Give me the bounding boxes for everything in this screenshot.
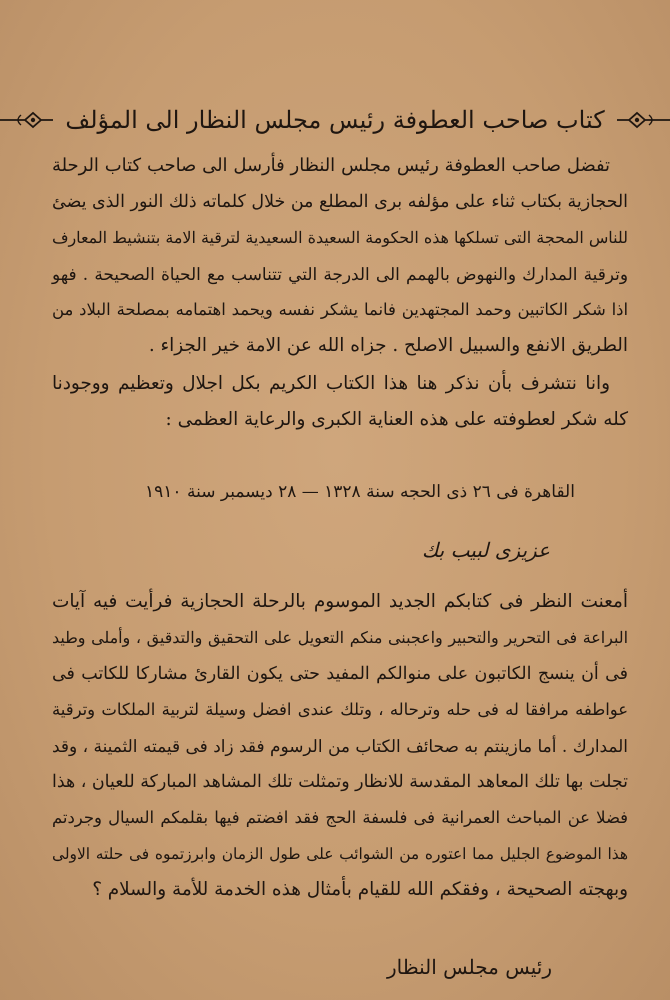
paragraph-line: المدارك . أما مازينتم به صحائف الكتاب من الرسوم فقد زاد فى قيمته الثمينة ، وقد (52, 736, 628, 756)
paragraph-line: هذا الموضوع الجليل مما اعتوره من الشوائب على طول الزمان وابرزتموه فى حلته الاولى (52, 845, 628, 863)
paragraph-line: اذا شكر الكاتبين وحمد المجتهدين فانما يشكر نفسه ويحمد اهتمامه بمصلحة البلاد من (52, 300, 628, 319)
paragraph-line: عواطفه مرافقا له فى حله وترحاله ، وتلك عندى افضل وسيلة لتربية الملكات وترقية (52, 700, 628, 719)
paragraph-line: للناس المحجة التى تسلكها هذه الحكومة السعيدة السعيدية لترقية الامة بتنشيط المعارف (52, 228, 628, 247)
letter-salutation: عزيزى لبيب بك (421, 538, 550, 562)
paragraph-line: البراعة فى التحرير والتحبير واعجبنى منكم التعويل على التحقيق والتدقيق ، وأملى وطيد (52, 628, 628, 647)
paragraph-line: أمعنت النظر فى كتابكم الجديد الموسوم بالرحلة الحجازية فرأيت فيه آيات (52, 591, 628, 612)
paragraph-line: فضلا عن المباحث العمرانية فى فلسفة الحج فقد افضتم فيها بقلمكم السيال وجردتم (52, 808, 628, 827)
letter-dateline: القاهرة فى ٢٦ ذى الحجه سنة ١٣٢٨ — ٢٨ ديسمبر سنة ١٩١٠ (145, 482, 575, 502)
paragraph-line: تجلت بها تلك المعاهد المقدسة للانظار وتمثلت تلك المشاهد المباركة للعيان ، هذا (52, 772, 628, 792)
paragraph-line: تفضل صاحب العطوفة رئيس مجلس النظار فأرسل الى صاحب كتاب الرحلة (52, 155, 610, 176)
letter-body (52, 584, 628, 908)
paragraph-line: كله شكر لعطوفته على هذه العناية الكبرى والرعاية العظمى : (165, 409, 628, 430)
paragraph-line: فى أن ينسج الكاتبون على منوالكم المفيد حتى يكون القارئ مشاركا للكاتب فى (52, 664, 628, 684)
paragraph-line: الطريق الانفع والسبيل الاصلح . جزاه الله عن الامة خير الجزاء . (148, 335, 628, 356)
intro-paragraph (52, 148, 628, 364)
header-title: كتاب صاحب العطوفة رئيس مجلس النظار الى المؤلف (65, 106, 605, 134)
letter-header (65, 100, 605, 140)
paragraph-line: وترقية المدارك والنهوض بالهمم الى الدرجة التي تتناسب مع الحياة الصحيحة . فهو (52, 264, 628, 284)
paragraph-line: الحجازية بكتاب ثناء على مؤلفه برى المطلع من خلال كلماته ذلك النور الذى يضئ (52, 192, 628, 212)
ornament-icon (615, 109, 670, 131)
honor-paragraph (52, 366, 628, 438)
letter-signature: رئيس مجلس النظار (386, 955, 552, 979)
ornament-icon (0, 109, 55, 131)
paragraph-line: وبهجته الصحيحة ، وفقكم الله للقيام بأمثال هذه الخدمة للأمة والسلام ؟ (92, 879, 628, 900)
paragraph-line: وانا نتشرف بأن نذكر هنا هذا الكتاب الكريم بكل اجلال وتعظيم ووجودنا (52, 373, 610, 394)
